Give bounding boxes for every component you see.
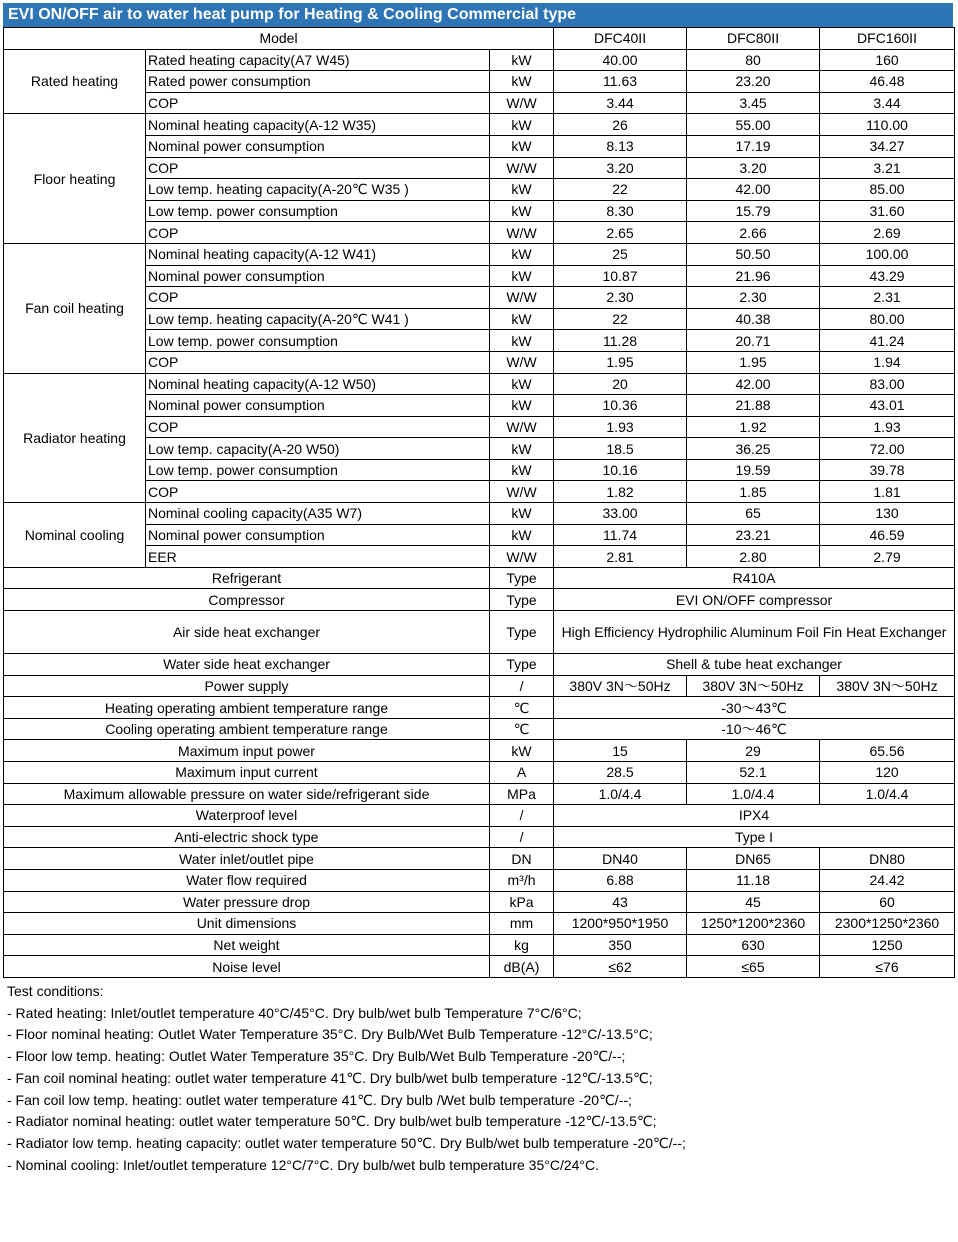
value-cell: 26 — [554, 114, 687, 136]
item-label: Nominal heating capacity(A-12 W50) — [146, 373, 490, 395]
item-label: COP — [146, 416, 490, 438]
value-cell: 46.59 — [820, 524, 955, 546]
unit-cell: Type — [490, 611, 554, 654]
table-row — [4, 826, 955, 848]
value-cell: 1.95 — [554, 351, 687, 373]
model-header: Model — [4, 28, 554, 50]
value-cell: 8.13 — [554, 135, 687, 157]
unit-cell: Type — [490, 589, 554, 611]
value-cell: 2.81 — [554, 546, 687, 568]
unit-cell: kW — [490, 265, 554, 287]
value-cell: 31.60 — [820, 200, 955, 222]
value-cell: 2.65 — [554, 222, 687, 244]
test-condition-line: - Fan coil nominal heating: outlet water temperature 41℃. Dry bulb/wet bulb temperature -12℃/-13.5℃; — [7, 1069, 653, 1086]
value-cell: 1.95 — [687, 351, 820, 373]
merged-value-cell: Type I — [554, 826, 955, 848]
merged-value-cell: -30～43℃ — [554, 697, 955, 719]
unit-cell: Type — [490, 654, 554, 676]
value-cell: 72.00 — [820, 438, 955, 460]
value-cell: 15.79 — [687, 200, 820, 222]
item-label: Rated heating capacity(A7 W45) — [146, 49, 490, 71]
item-label: COP — [146, 157, 490, 179]
spec-label: Water pressure drop — [4, 891, 490, 913]
value-cell: 6.88 — [554, 869, 687, 891]
spec-label: Water flow required — [4, 869, 490, 891]
value-cell: 1.93 — [820, 416, 955, 438]
unit-cell: W/W — [490, 546, 554, 568]
value-cell: 160 — [820, 49, 955, 71]
value-cell: 20 — [554, 373, 687, 395]
value-cell: 11.63 — [554, 71, 687, 93]
table-row — [4, 654, 955, 676]
value-cell: 10.16 — [554, 459, 687, 481]
unit-cell: ℃ — [490, 697, 554, 719]
table-row — [4, 956, 955, 978]
table-row — [4, 222, 955, 244]
value-cell: 22 — [554, 308, 687, 330]
value-cell: 80.00 — [820, 308, 955, 330]
value-cell: ≤65 — [687, 956, 820, 978]
value-cell: 1.81 — [820, 481, 955, 503]
value-cell: 100.00 — [820, 243, 955, 265]
table-row — [4, 481, 955, 503]
value-cell: 110.00 — [820, 114, 955, 136]
test-condition-line: - Floor nominal heating: Outlet Water Temperature 35°C. Dry Bulb/Wet Bulb Temperature -12°C/-13.5°C; — [7, 1026, 653, 1043]
value-cell: 50.50 — [687, 243, 820, 265]
unit-cell: / — [490, 826, 554, 848]
unit-cell: ℃ — [490, 718, 554, 740]
table-row — [4, 114, 955, 136]
unit-cell: mm — [490, 913, 554, 935]
table-row — [4, 287, 955, 309]
test-conditions — [7, 981, 952, 1176]
spec-label: Heating operating ambient temperature range — [4, 697, 490, 719]
table-row — [4, 546, 955, 568]
value-cell: 65.56 — [820, 740, 955, 762]
spec-label: Noise level — [4, 956, 490, 978]
item-label: Nominal heating capacity(A-12 W35) — [146, 114, 490, 136]
value-cell: 1.94 — [820, 351, 955, 373]
spec-label: Unit dimensions — [4, 913, 490, 935]
value-cell: 11.74 — [554, 524, 687, 546]
page-title: EVI ON/OFF air to water heat pump for Heating & Cooling Commercial type — [3, 3, 953, 27]
unit-cell: kW — [490, 330, 554, 352]
value-cell: 3.44 — [820, 92, 955, 114]
item-label: Nominal power consumption — [146, 524, 490, 546]
value-cell: 19.59 — [687, 459, 820, 481]
value-cell: 2.69 — [820, 222, 955, 244]
header-row — [4, 28, 955, 50]
value-cell: 43.29 — [820, 265, 955, 287]
item-label: Rated power consumption — [146, 71, 490, 93]
table-row — [4, 416, 955, 438]
table-row — [4, 934, 955, 956]
unit-cell: kW — [490, 49, 554, 71]
unit-cell: / — [490, 675, 554, 697]
unit-cell: W/W — [490, 222, 554, 244]
unit-cell: kW — [490, 308, 554, 330]
spec-label: Maximum allowable pressure on water side/refrigerant side — [4, 783, 490, 805]
table-row — [4, 848, 955, 870]
unit-cell: kW — [490, 395, 554, 417]
item-label: Low temp. capacity(A-20 W50) — [146, 438, 490, 460]
table-row — [4, 697, 955, 719]
value-cell: 24.42 — [820, 869, 955, 891]
table-row — [4, 243, 955, 265]
item-label: Low temp. heating capacity(A-20℃ W35 ) — [146, 179, 490, 201]
unit-cell: MPa — [490, 783, 554, 805]
value-cell: 1.0/4.4 — [687, 783, 820, 805]
spec-label: Refrigerant — [4, 567, 490, 589]
value-cell: 2.30 — [687, 287, 820, 309]
spec-table — [3, 27, 955, 978]
value-cell: 41.24 — [820, 330, 955, 352]
item-label: Nominal heating capacity(A-12 W41) — [146, 243, 490, 265]
item-label: COP — [146, 222, 490, 244]
value-cell: 2.31 — [820, 287, 955, 309]
table-row — [4, 805, 955, 827]
merged-value-cell: IPX4 — [554, 805, 955, 827]
value-cell: 350 — [554, 934, 687, 956]
unit-cell: dB(A) — [490, 956, 554, 978]
value-cell: 65 — [687, 503, 820, 525]
model-name: DFC80II — [687, 28, 820, 50]
item-label: COP — [146, 481, 490, 503]
value-cell: 2.79 — [820, 546, 955, 568]
table-row — [4, 503, 955, 525]
spec-label: Air side heat exchanger — [4, 611, 490, 654]
value-cell: 380V 3N～50Hz — [687, 675, 820, 697]
value-cell: 3.44 — [554, 92, 687, 114]
merged-value-cell: -10～46℃ — [554, 718, 955, 740]
unit-cell: kW — [490, 740, 554, 762]
value-cell: 42.00 — [687, 373, 820, 395]
test-condition-line: - Nominal cooling: Inlet/outlet temperature 12°C/7°C. Dry bulb/wet bulb temperature 35°C/24°C. — [7, 1156, 600, 1173]
value-cell: 21.88 — [687, 395, 820, 417]
unit-cell: DN — [490, 848, 554, 870]
value-cell: 42.00 — [687, 179, 820, 201]
unit-cell: kW — [490, 503, 554, 525]
value-cell: 1.93 — [554, 416, 687, 438]
value-cell: DN80 — [820, 848, 955, 870]
unit-cell: kW — [490, 135, 554, 157]
value-cell: DN65 — [687, 848, 820, 870]
unit-cell: kW — [490, 114, 554, 136]
table-row — [4, 157, 955, 179]
table-row — [4, 395, 955, 417]
unit-cell: m³/h — [490, 869, 554, 891]
table-row — [4, 740, 955, 762]
value-cell: 1250 — [820, 934, 955, 956]
table-row — [4, 438, 955, 460]
value-cell: 10.36 — [554, 395, 687, 417]
value-cell: 630 — [687, 934, 820, 956]
item-label: Low temp. power consumption — [146, 459, 490, 481]
unit-cell: kW — [490, 71, 554, 93]
unit-cell: W/W — [490, 416, 554, 438]
value-cell: 3.21 — [820, 157, 955, 179]
value-cell: 380V 3N～50Hz — [820, 675, 955, 697]
spec-table-body — [4, 28, 955, 978]
value-cell: 380V 3N～50Hz — [554, 675, 687, 697]
value-cell: 17.19 — [687, 135, 820, 157]
item-label: COP — [146, 92, 490, 114]
value-cell: ≤76 — [820, 956, 955, 978]
spec-label: Water side heat exchanger — [4, 654, 490, 676]
value-cell: 43 — [554, 891, 687, 913]
value-cell: 120 — [820, 762, 955, 784]
value-cell: 2.80 — [687, 546, 820, 568]
unit-cell: kW — [490, 459, 554, 481]
unit-cell: W/W — [490, 351, 554, 373]
unit-cell: A — [490, 762, 554, 784]
value-cell: 10.87 — [554, 265, 687, 287]
table-row — [4, 675, 955, 697]
table-row — [4, 71, 955, 93]
table-row — [4, 135, 955, 157]
table-row — [4, 373, 955, 395]
table-row — [4, 567, 955, 589]
group-label: Radiator heating — [4, 373, 146, 503]
item-label: EER — [146, 546, 490, 568]
value-cell: 85.00 — [820, 179, 955, 201]
table-row — [4, 913, 955, 935]
table-row — [4, 49, 955, 71]
table-row — [4, 330, 955, 352]
test-conditions-list — [7, 1003, 952, 1177]
spec-label: Anti-electric shock type — [4, 826, 490, 848]
table-row — [4, 265, 955, 287]
value-cell: 40.00 — [554, 49, 687, 71]
group-label: Floor heating — [4, 114, 146, 244]
item-label: Low temp. power consumption — [146, 330, 490, 352]
spec-label: Maximum input current — [4, 762, 490, 784]
unit-cell: W/W — [490, 481, 554, 503]
table-row — [4, 459, 955, 481]
value-cell: 23.21 — [687, 524, 820, 546]
value-cell: 1.92 — [687, 416, 820, 438]
value-cell: 23.20 — [687, 71, 820, 93]
spec-label: Power supply — [4, 675, 490, 697]
value-cell: 11.18 — [687, 869, 820, 891]
unit-cell: W/W — [490, 92, 554, 114]
item-label: Nominal power consumption — [146, 395, 490, 417]
table-row — [4, 869, 955, 891]
table-row — [4, 351, 955, 373]
value-cell: 36.25 — [687, 438, 820, 460]
value-cell: 18.5 — [554, 438, 687, 460]
unit-cell: / — [490, 805, 554, 827]
value-cell: 11.28 — [554, 330, 687, 352]
value-cell: 1200*950*1950 — [554, 913, 687, 935]
unit-cell: kg — [490, 934, 554, 956]
value-cell: 40.38 — [687, 308, 820, 330]
item-label: Nominal power consumption — [146, 265, 490, 287]
value-cell: 1.82 — [554, 481, 687, 503]
test-condition-line: - Rated heating: Inlet/outlet temperature 40°C/45°C. Dry bulb/wet bulb Temperature 7°C/6°C; — [7, 1004, 582, 1021]
item-label: Nominal cooling capacity(A35 W7) — [146, 503, 490, 525]
model-name: DFC40II — [554, 28, 687, 50]
value-cell: 29 — [687, 740, 820, 762]
unit-cell: kW — [490, 200, 554, 222]
unit-cell: kW — [490, 179, 554, 201]
table-row — [4, 308, 955, 330]
table-row — [4, 891, 955, 913]
item-label: COP — [146, 351, 490, 373]
value-cell: 52.1 — [687, 762, 820, 784]
table-row — [4, 762, 955, 784]
test-condition-line: - Radiator low temp. heating capacity: outlet water temperature 50℃. Dry Bulb/wet bulb temperature -20℃/--; — [7, 1134, 686, 1151]
value-cell: 1.0/4.4 — [554, 783, 687, 805]
value-cell: 2.66 — [687, 222, 820, 244]
table-row — [4, 589, 955, 611]
value-cell: 3.20 — [554, 157, 687, 179]
test-condition-line: - Fan coil low temp. heating: outlet water temperature 41℃. Dry bulb /Wet bulb temperature -20℃/--; — [7, 1091, 632, 1108]
value-cell: ≤62 — [554, 956, 687, 978]
model-name: DFC160II — [820, 28, 955, 50]
group-label: Nominal cooling — [4, 503, 146, 568]
test-conditions-heading: Test conditions: — [7, 983, 104, 999]
merged-value-cell: High Efficiency Hydrophilic Aluminum Foil Fin Heat Exchanger — [554, 611, 955, 654]
item-label: Low temp. power consumption — [146, 200, 490, 222]
value-cell: 1250*1200*2360 — [687, 913, 820, 935]
item-label: COP — [146, 287, 490, 309]
value-cell: 45 — [687, 891, 820, 913]
value-cell: 20.71 — [687, 330, 820, 352]
value-cell: 1.85 — [687, 481, 820, 503]
unit-cell: W/W — [490, 157, 554, 179]
unit-cell: W/W — [490, 287, 554, 309]
value-cell: 55.00 — [687, 114, 820, 136]
value-cell: 43.01 — [820, 395, 955, 417]
test-condition-line: - Floor low temp. heating: Outlet Water Temperature 35°C. Dry Bulb/Wet Bulb Temperature -20℃/--; — [7, 1048, 626, 1065]
table-row — [4, 179, 955, 201]
value-cell: 25 — [554, 243, 687, 265]
value-cell: 130 — [820, 503, 955, 525]
spec-label: Compressor — [4, 589, 490, 611]
value-cell: 8.30 — [554, 200, 687, 222]
value-cell: 60 — [820, 891, 955, 913]
unit-cell: kW — [490, 438, 554, 460]
table-row — [4, 611, 955, 654]
value-cell: DN40 — [554, 848, 687, 870]
group-label: Rated heating — [4, 49, 146, 114]
value-cell: 2300*1250*2360 — [820, 913, 955, 935]
table-row — [4, 200, 955, 222]
group-label: Fan coil heating — [4, 243, 146, 373]
value-cell: 15 — [554, 740, 687, 762]
value-cell: 34.27 — [820, 135, 955, 157]
value-cell: 22 — [554, 179, 687, 201]
table-row — [4, 92, 955, 114]
table-row — [4, 783, 955, 805]
value-cell: 1.0/4.4 — [820, 783, 955, 805]
table-row — [4, 524, 955, 546]
unit-cell: kW — [490, 243, 554, 265]
spec-label: Waterproof level — [4, 805, 490, 827]
spec-label: Water inlet/outlet pipe — [4, 848, 490, 870]
value-cell: 46.48 — [820, 71, 955, 93]
table-row — [4, 718, 955, 740]
unit-cell: kW — [490, 524, 554, 546]
spec-label: Cooling operating ambient temperature range — [4, 718, 490, 740]
unit-cell: Type — [490, 567, 554, 589]
item-label: Low temp. heating capacity(A-20℃ W41 ) — [146, 308, 490, 330]
merged-value-cell: R410A — [554, 567, 955, 589]
spec-label: Net weight — [4, 934, 490, 956]
value-cell: 3.45 — [687, 92, 820, 114]
merged-value-cell: Shell & tube heat exchanger — [554, 654, 955, 676]
unit-cell: kW — [490, 373, 554, 395]
unit-cell: kPa — [490, 891, 554, 913]
value-cell: 3.20 — [687, 157, 820, 179]
value-cell: 80 — [687, 49, 820, 71]
spec-label: Maximum input power — [4, 740, 490, 762]
value-cell: 28.5 — [554, 762, 687, 784]
value-cell: 33.00 — [554, 503, 687, 525]
test-condition-line: - Radiator nominal heating: outlet water temperature 50℃. Dry bulb/wet bulb temperature -12℃/-13.5℃; — [7, 1113, 657, 1130]
item-label: Nominal power consumption — [146, 135, 490, 157]
value-cell: 21.96 — [687, 265, 820, 287]
value-cell: 83.00 — [820, 373, 955, 395]
value-cell: 39.78 — [820, 459, 955, 481]
value-cell: 2.30 — [554, 287, 687, 309]
merged-value-cell: EVI ON/OFF compressor — [554, 589, 955, 611]
